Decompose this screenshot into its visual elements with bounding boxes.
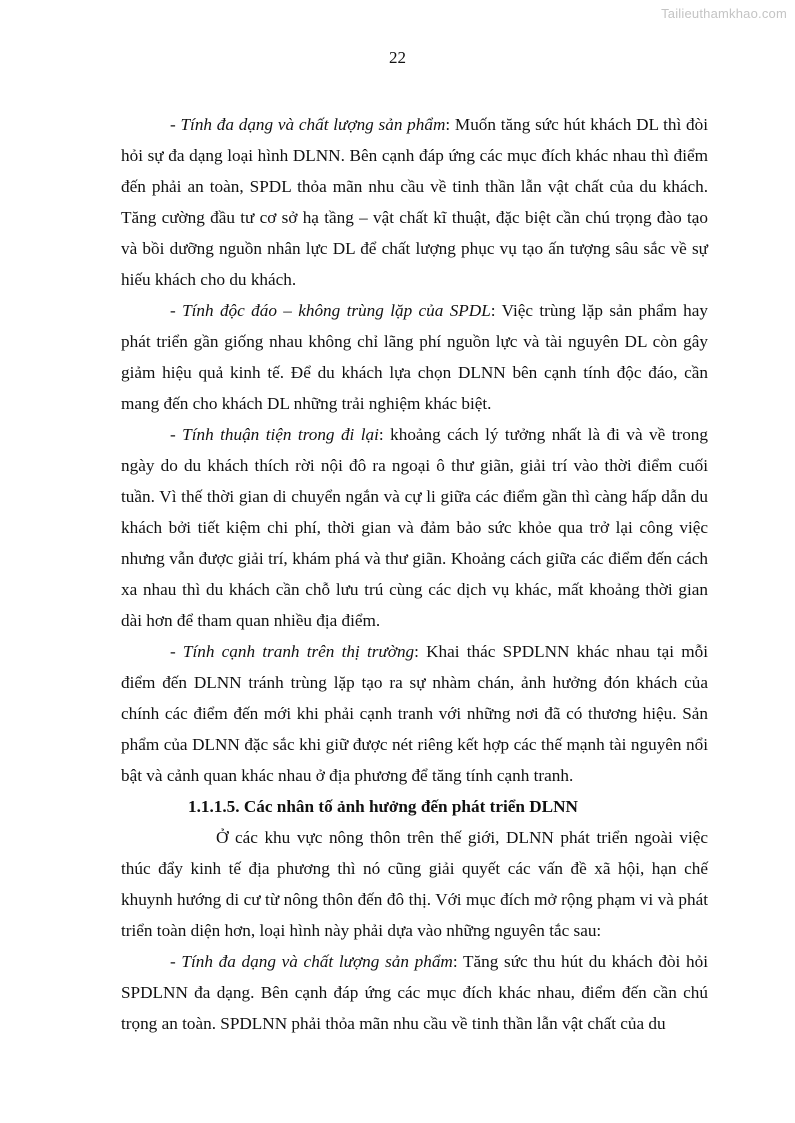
- paragraph-label: - Tính cạnh tranh trên thị trường: [170, 642, 415, 661]
- paragraph-uniqueness: [121, 295, 708, 419]
- paragraph-text: : Việc trùng lặp sản phẩm hay phát triển gần giống nhau không chỉ lãng phí nguồn lực và tài nguyên DL còn gây giảm hiệu quả kinh tế. Để du khách lựa chọn DLNN bên cạnh tính độc đáo, cần mang đến cho khách DL những trải nghiệm khác biệt.: [121, 301, 708, 413]
- paragraph-product-diversity-2: [121, 946, 708, 1039]
- section-heading: 1.1.1.5. Các nhân tố ảnh hưởng đến phát triển DLNN: [188, 797, 578, 816]
- paragraph-text: : Muốn tăng sức hút khách DL thì đòi hỏi sự đa dạng loại hình DLNN. Bên cạnh đáp ứng các mục đích khác nhau thì điểm đến phải an toàn, SPDL thỏa mãn nhu cầu về tinh thần lẫn vật chất của du khách. Tăng cường đầu tư cơ sở hạ tầng – vật chất kĩ thuật, đặc biệt cần chú trọng đào tạo và bồi dưỡng nguồn nhân lực DL để chất lượng phục vụ tạo ấn tượng sâu sắc về sự hiếu khách cho du khách.: [121, 115, 708, 289]
- paragraph-market-competition: [121, 636, 708, 791]
- paragraph-label: - Tính đa dạng và chất lượng sản phẩm: [170, 115, 446, 134]
- paragraph-product-diversity: [121, 109, 708, 295]
- paragraph-label: - Tính độc đáo – không trùng lặp của SPDL: [170, 301, 491, 320]
- paragraph-label: - Tính đa dạng và chất lượng sản phẩm: [170, 952, 453, 971]
- paragraph-travel-convenience: [121, 419, 708, 636]
- document-body: [121, 109, 708, 1039]
- page-number: 22: [389, 48, 406, 67]
- intro-paragraph: Ở các khu vực nông thôn trên thế giới, DLNN phát triển ngoài việc thúc đẩy kinh tế địa phương thì nó cũng giải quyết các vấn đề xã hội, hạn chế khuynh hướng di cư từ nông thôn đến đô thị. Với mục đích mở rộng phạm vi và phát triển toàn diện hơn, loại hình này phải dựa vào những nguyên tắc sau:: [121, 828, 708, 940]
- paragraph-label: - Tính thuận tiện trong đi lại: [170, 425, 379, 444]
- paragraph-text: : Khai thác SPDLNN khác nhau tại mỗi điểm đến DLNN tránh trùng lặp tạo ra sự nhàm chán, ảnh hưởng đón khách của chính các điểm đến mới khi phải cạnh tranh với những nơi đã có thương hiệu. Sản phẩm của DLNN đặc sắc khi giữ được nét riêng kết hợp các thế mạnh tài nguyên nổi bật và cảnh quan khác nhau ở địa phương để tăng tính cạnh tranh.: [121, 642, 709, 785]
- paragraph-text: : khoảng cách lý tưởng nhất là đi và về trong ngày do du khách thích rời nội đô ra ngoại ô thư giãn, giải trí vào thời điểm cuối tuần. Vì thế thời gian di chuyển ngắn và cự li giữa các điểm gần thì càng hấp dẫn du khách bởi tiết kiệm chi phí, thời gian và đảm bảo sức khỏe qua trở lại công việc nhưng vẫn được giải trí, khám phá và thư giãn. Khoảng cách giữa các điểm đến cách xa nhau thì du khách cần chỗ lưu trú cùng các dịch vụ khác, mất khoảng thời gian dài hơn để tham quan nhiều địa điểm.: [121, 425, 708, 630]
- paragraph-text: : Tăng sức thu hút du khách đòi hỏi SPDLNN đa dạng. Bên cạnh đáp ứng các mục đích khác nhau, điểm đến cần chú trọng an toàn. SPDLNN phải thỏa mãn nhu cầu về tinh thần lẫn vật chất của du: [121, 952, 708, 1033]
- watermark: Tailieuthamkhao.com: [661, 6, 787, 21]
